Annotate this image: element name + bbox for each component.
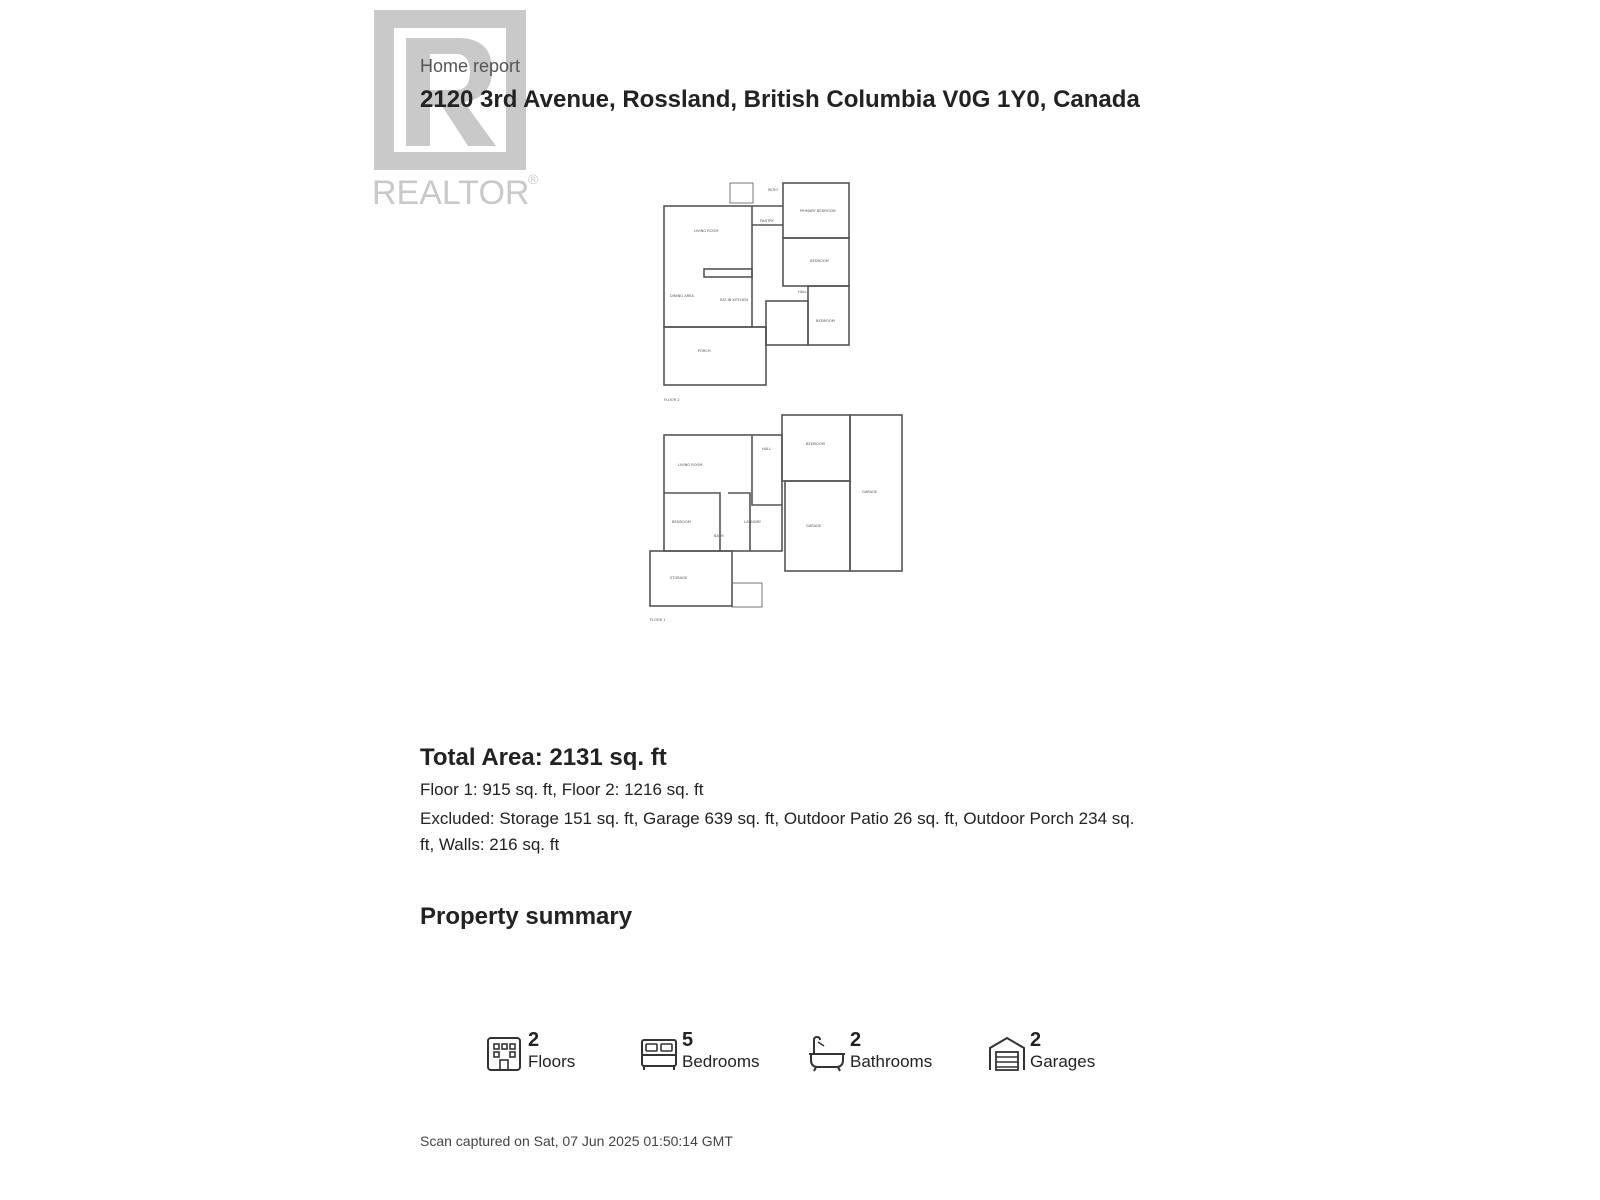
room-label: STORAGE [670,576,688,580]
room-label: PORCH [698,349,711,353]
room-label: PATIO [768,188,779,192]
room-label: BATH [714,534,724,538]
floors-icon [486,1036,522,1072]
stat-value: 2 [850,1029,862,1051]
stat-label: Floors [528,1052,576,1071]
floor-plan [640,175,920,645]
total-area: Total Area: 2131 sq. ft [420,744,667,771]
room-label: GARAGE [806,524,822,528]
floor-2-walls [664,183,849,385]
stat-value: 2 [528,1029,540,1051]
property-address: 2120 3rd Avenue, Rossland, British Columbia V0G 1Y0, Canada [420,86,1140,113]
floor-2-label: FLOOR 2 [664,398,680,402]
stat-value: 2 [1030,1029,1042,1051]
stat-floors [486,1030,606,1076]
floor-1-label: FLOOR 1 [650,618,666,622]
stat-bedrooms [640,1030,780,1076]
property-summary-title: Property summary [420,903,633,930]
stat-bathrooms [808,1030,958,1076]
realtor-wordmark: REALTOR [372,174,530,212]
stat-label: Bathrooms [850,1052,933,1071]
room-label: BEDROOM [806,442,825,446]
room-label: BEDROOM [816,319,835,323]
bed-icon [640,1036,678,1072]
room-label: LIVING ROOM [678,463,703,467]
room-label: BEDROOM [672,520,691,524]
room-label: DINING AREA [670,294,694,298]
report-label: Home report [420,56,521,76]
room-label: BEDROOM [810,259,829,263]
bathtub-icon [808,1036,846,1072]
floorplan-labels [650,188,878,622]
stat-label: Bedrooms [682,1052,760,1071]
room-label: LIVING ROOM [694,229,719,233]
room-label: HALL [798,290,808,294]
excluded-areas: Excluded: Storage 151 sq. ft, Garage 639 sq. ft, Outdoor Patio 26 sq. ft, Outdoor Porch 234 sq. ft, Walls: 216 sq. ft [420,809,1135,854]
room-label: LAUNDRY [744,520,762,524]
floor-1-walls [650,415,902,607]
garage-icon [988,1036,1026,1072]
stat-garages [988,1030,1128,1076]
room-label: HALL [762,447,772,451]
stat-label: Garages [1030,1052,1096,1071]
scan-timestamp: Scan captured on Sat, 07 Jun 2025 01:50:14 GMT [420,1133,733,1149]
floor-areas: Floor 1: 915 sq. ft, Floor 2: 1216 sq. ft [420,780,704,799]
room-label: PRIMARY BEDROOM [800,209,836,213]
room-label: GARAGE [862,490,878,494]
registered-mark: ® [528,171,539,187]
room-label: EAT-IN KITCHEN [720,298,749,302]
room-label: PANTRY [760,219,774,223]
stat-value: 5 [682,1029,694,1051]
